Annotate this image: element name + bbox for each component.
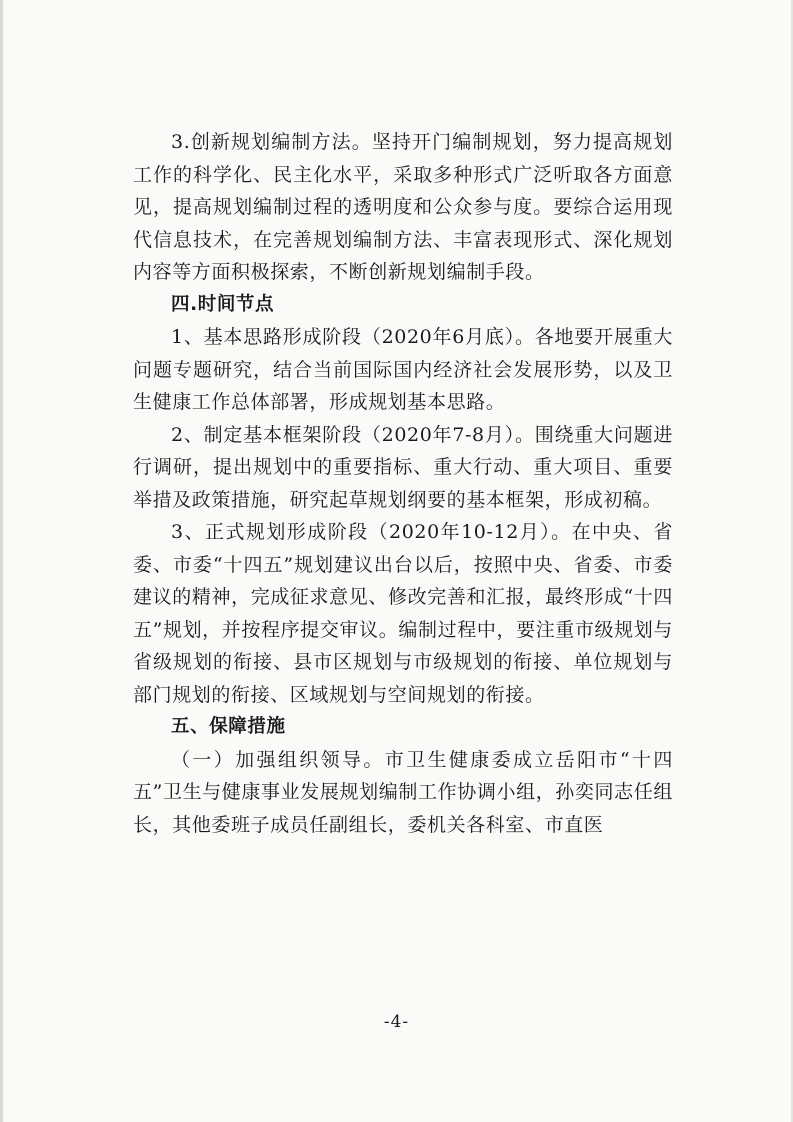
section-heading-safeguards: 五、保障措施	[171, 716, 286, 737]
paragraph-stage-2: 2、制定基本框架阶段（2020年7-8月）。围绕重大问题进行调研，提出规划中的重要指标、重大行动、重大项目、重要举措及政策措施，研究起草规划纲要的基本框架，形成初稿。	[133, 423, 673, 511]
paragraph-stage-1: 1、基本思路形成阶段（2020年6月底）。各地要开展重大问题专题研究，结合当前国际国内经济社会发展形势，以及卫生健康工作总体部署，形成规划基本思路。	[133, 326, 673, 413]
paragraph-stage-3: 3、正式规划形成阶段（2020年10-12月）。在中央、省委、市委“十四五”规划建议出台以后，按照中央、省委、市委建议的精神，完成征求意见、修改完善和汇报，最终形成“十四五”规划，并按程序提交审议。编制过程中，要注重市级规划与省级规划的衔接、县市区规划与市级规划的衔接、单位规划与部门规划的衔接、区域规划与空间规划的衔接。	[133, 521, 673, 706]
page-number: -4-	[383, 1012, 410, 1032]
section-heading-timeline: 四.时间节点	[171, 293, 275, 315]
paragraph-innovate-methods: 3.创新规划编制方法。坚持开门编制规划，努力提高规划工作的科学化、民主化水平，采取多种形式广泛听取各方面意见，提高规划编制过程的透明度和公众参与度。要综合运用现代信息技术，在完善规划编制方法、丰富表现形式、深化规划内容等方面积极探索，不断创新规划编制手段。	[133, 131, 673, 283]
paragraph-organization: （一）加强组织领导。市卫生健康委成立岳阳市“十四五”卫生与健康事业发展规划编制工作协调小组，孙奕同志任组长，其他委班子成员任副组长，委机关各科室、市直医	[133, 748, 673, 836]
document-body	[133, 126, 673, 841]
scan-edge-left	[0, 0, 3, 1122]
